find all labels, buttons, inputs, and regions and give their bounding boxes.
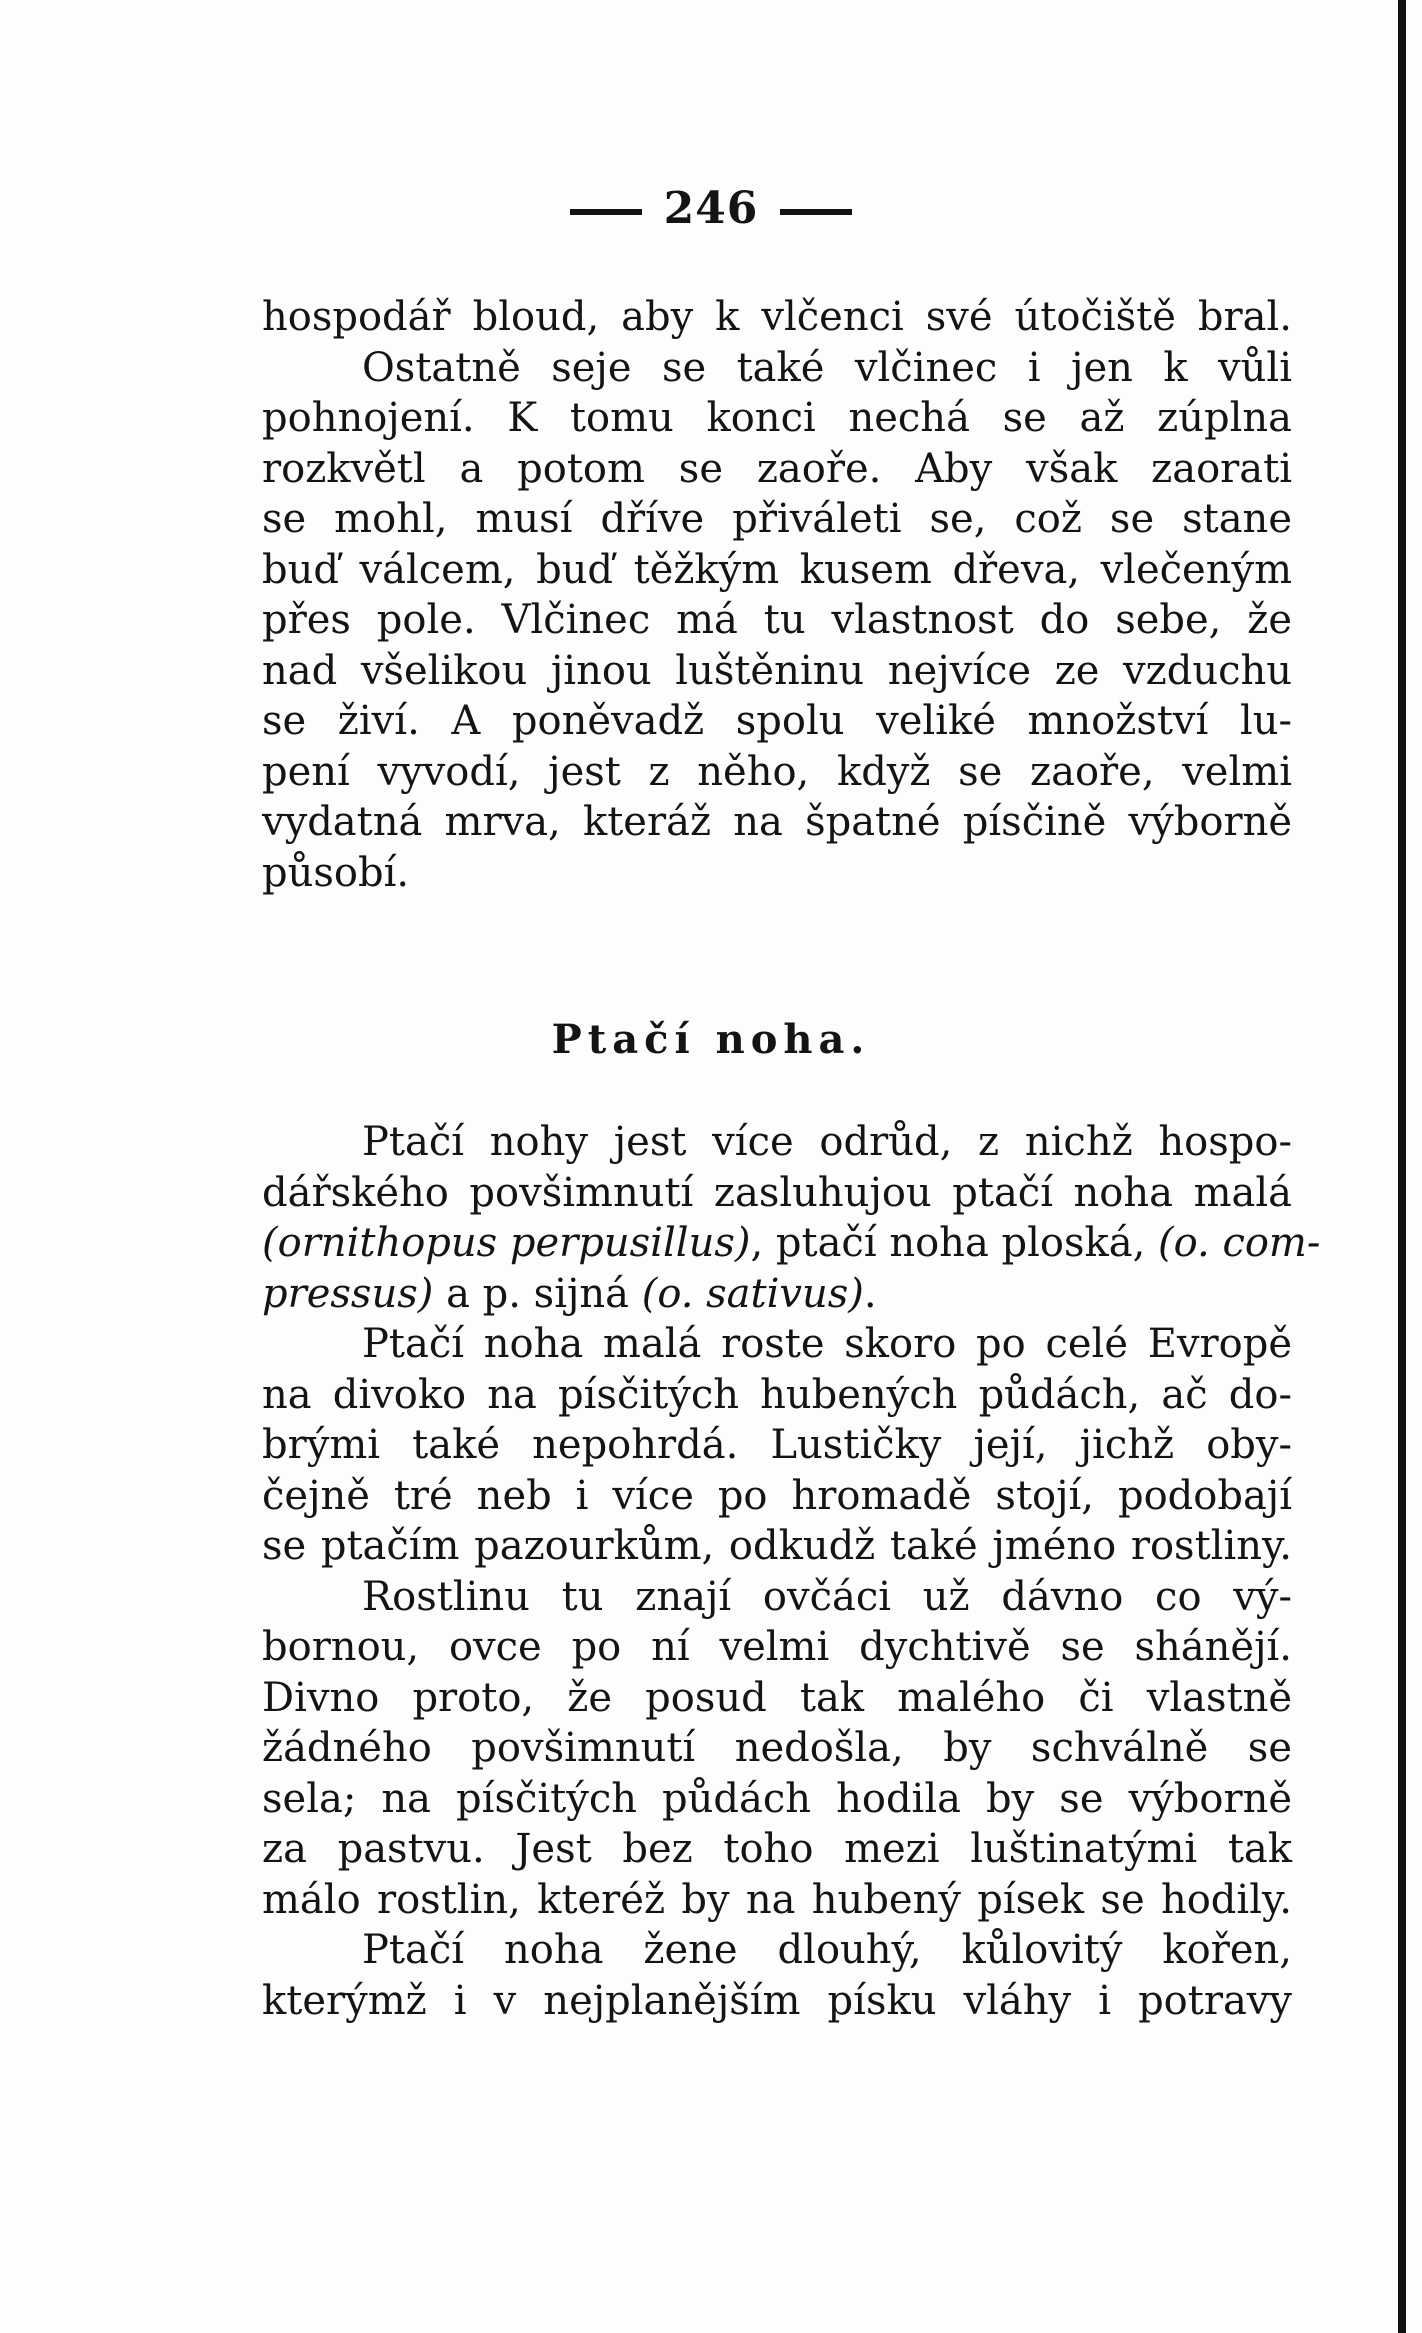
text-line: vydatná mrva, kteráž na špatné písčině výborně	[262, 799, 1292, 845]
text-line: rozkvětl a potom se zaoře. Aby však zaorati	[262, 445, 1292, 492]
header-dash-right	[780, 209, 852, 215]
text-line: na divoko na písčitých hubených půdách, ač do-	[262, 1371, 1292, 1418]
text-run: .	[863, 1270, 877, 1317]
text-line: působí.	[262, 849, 410, 896]
page-header	[0, 183, 1422, 234]
text-line: Ostatně seje se také vlčinec i jen k vůli	[362, 344, 1292, 391]
italic-latin-name: pressus)	[262, 1270, 434, 1317]
text-line: dářského povšimnutí zasluhujou ptačí noha malá	[262, 1169, 1292, 1216]
text-line: Divno proto, že posud tak malého či vlastně	[262, 1674, 1292, 1721]
text-line: Ptačí noha malá roste skoro po celé Evropě	[362, 1321, 1292, 1367]
header-dash-left	[570, 209, 642, 215]
text-line: žádného povšimnutí nedošla, by schválně se	[262, 1725, 1292, 1771]
text-line: bornou, ovce po ní velmi dychtivě se shánějí.	[262, 1624, 1292, 1670]
text-line: kterýmž i v nejplanějším písku vláhy i potravy	[262, 1977, 1292, 2024]
text-line: málo rostlin, kteréž by na hubený písek se hodily.	[262, 1876, 1292, 1923]
text-line: přes pole. Vlčinec má tu vlastnost do sebe, že	[262, 597, 1292, 643]
text-line: nad všelikou jinou luštěninu nejvíce ze vzduchu	[262, 647, 1292, 694]
page-edge-shadow	[1398, 0, 1406, 2333]
text-run: a p. sijná	[433, 1270, 642, 1317]
page-number: 246	[663, 183, 759, 234]
italic-latin-name: (o. com-	[1158, 1220, 1321, 1266]
text-line: se živí. A poněvadž spolu veliké množství lu-	[262, 698, 1292, 744]
text-line	[262, 1218, 1321, 1269]
text-line: za pastvu. Jest bez toho mezi luštinatými tak	[262, 1826, 1292, 1872]
text-line	[262, 1269, 1292, 1320]
paragraph-bottom	[262, 1117, 1321, 2026]
text-line: buď válcem, buď těžkým kusem dřeva, vlečeným	[262, 546, 1292, 593]
text-line: pohnojení. K tomu konci nechá se až zúplna	[262, 395, 1292, 441]
text-line: Rostlinu tu znají ovčáci už dávno co vý-	[362, 1573, 1292, 1620]
text-line: pení vyvodí, jest z něho, když se zaoře, velmi	[262, 748, 1292, 795]
text-line: Ptačí noha žene dlouhý, kůlovitý kořen,	[362, 1927, 1292, 1973]
text-line: Ptačí nohy jest více odrůd, z nichž hospo-	[362, 1119, 1292, 1165]
text-line: sela; na písčitých půdách hodila by se výborně	[262, 1775, 1292, 1822]
text-line: hospodář bloud, aby k vlčenci své útočiště bral.	[262, 294, 1292, 340]
section-heading: Ptačí noha.	[551, 1016, 871, 1063]
text-line: brými také nepohrdá. Lustičky její, jichž oby-	[262, 1422, 1292, 1468]
text-line: čejně tré neb i více po hromadě stojí, podobají	[262, 1472, 1292, 1519]
italic-latin-name: (o. sativus)	[641, 1270, 864, 1317]
italic-latin-name: (ornithopus perpusillus)	[262, 1220, 751, 1266]
text-run: , ptačí noha plоská,	[750, 1220, 1159, 1266]
paragraph-top	[262, 292, 1292, 898]
text-line: se ptačím pazourkům, odkudž také jméno rostliny.	[262, 1523, 1292, 1569]
text-line: se mohl, musí dříve přiváleti se, což se stane	[262, 496, 1292, 542]
